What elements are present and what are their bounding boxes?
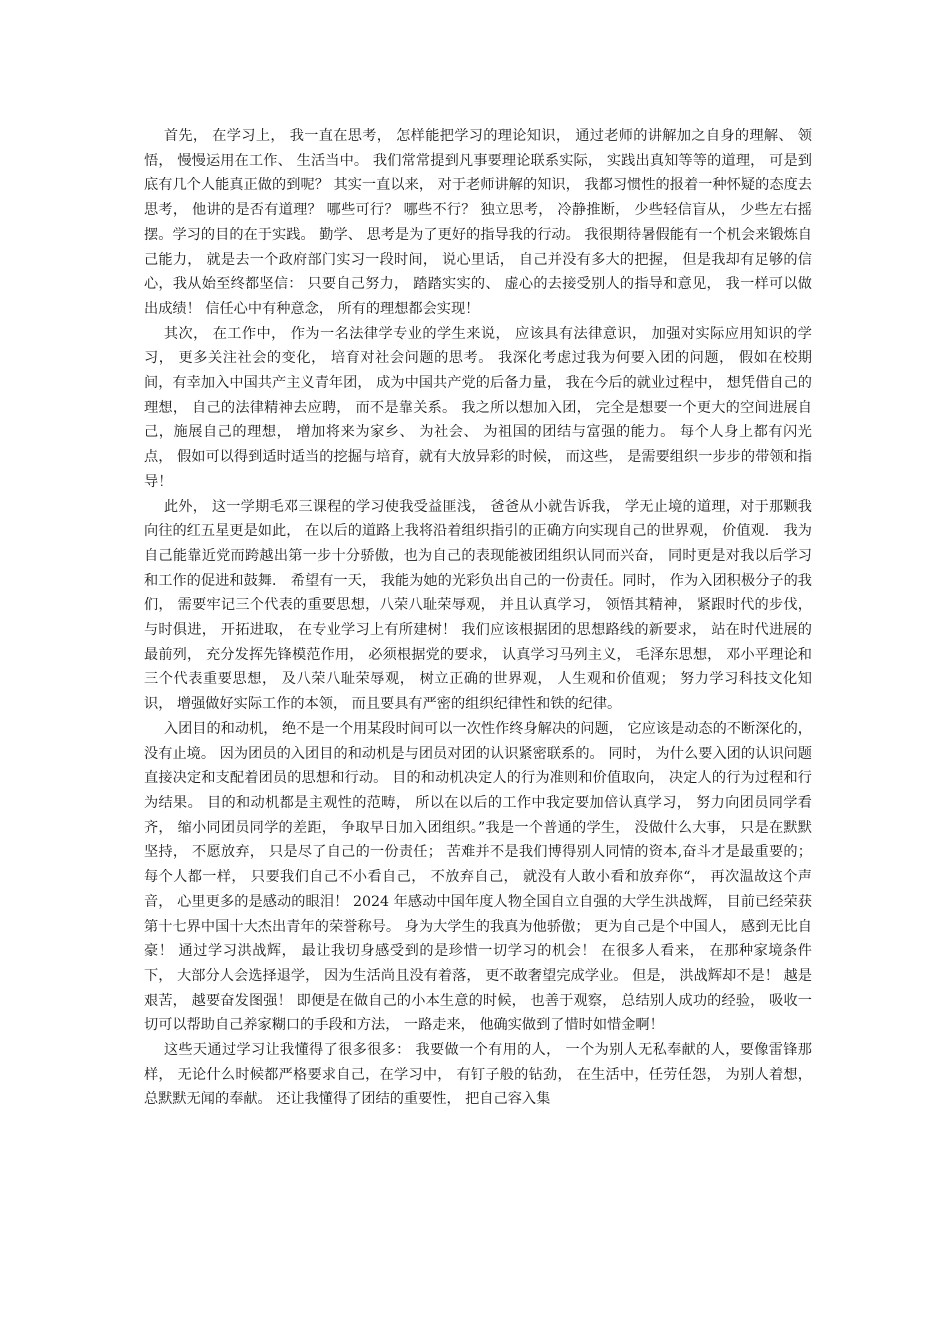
paragraph-motivation: 入团目的和动机， 绝不是一个用某段时间可以一次性作终身解决的问题， 它应该是动态的不断深化的， 没有止境。 因为团员的入团目的和动机是与团员对团的认识紧密联系的。 同时， 为什么要入团的认识问题直接决定和支配着团员的思想和行动。 目的和动机决定人的行为准则和价值取向， 决定人的行为过程和行为结果。 目的和动机都是主观性的范畴， 所以在以后的工作中我定要加倍认真学习， 努力向团员同学看齐， 缩小同团员同学的差距， 争取早日加入团组织。”我是一个普通的学生， 没做什么大事， 只是在默默坚持， 不愿放弃， 只是尽了自己的一份责任； 苦难并不是我们博得别人同情的资本,奋斗才是最重要的； 每个人都一样， 只要我们自己不小看自己， 不放弃自己， 就没有人敢小看和放弃你“， 再次温故这个声音， 心里更多的是感动的眼泪！ 2024 年感动中国年度人物全国自立自强的大学生洪战辉， 目前已经荣获第十七界中国十大杰出青年的荣誉称号。 身为大学生的我真为他骄傲； 更为自己是个中国人， 感到无比自豪！ 通过学习洪战辉， 最让我切身感受到的是珍惜一切学习的机会！ 在很多人看来， 在那种家境条件下， 大部分人会选择退学， 因为生活尚且没有着落， 更不敢奢望完成学业。 但是， 洪战辉却不是！ 越是艰苦， 越要奋发图强！ 即便是在做自己的小本生意的时候， 也善于观察， 总结别人成功的经验， 吸收一切可以帮助自己养家糊口的手段和方法， 一路走来， 他确实做到了惜时如惜金啊！ (144, 720, 812, 1034)
paragraph-lessons: 这些天通过学习让我懂得了很多很多： 我要做一个有用的人， 一个为别人无私奉献的人，要像雷锋那样， 无论什么时候都严格要求自己，在学习中， 有钉子般的钻劲， 在生活中，任劳任怨， 为别人着想， 总默默无闻的奉献。 还让我懂得了团结的重要性， 把自己容入集 (144, 1042, 812, 1108)
paragraph-study: 首先， 在学习上， 我一直在思考， 怎样能把学习的理论知识， 通过老师的讲解加之自身的理解、 领悟， 慢慢运用在工作、 生活当中。 我们常常提到凡事要理论联系实际， 实践出真知等等的道理， 可是到底有几个人能真正做的到呢？ 其实一直以来， 对于老师讲解的知识， 我都习惯性的报着一种怀疑的态度去思考， 他讲的是否有道理？ 哪些可行？ 哪些不行？ 独立思考， 冷静推断， 少些轻信盲从， 少些左右摇摆。学习的目的在于实践。 勤学、 思考是为了更好的指导我的行动。 我很期待暑假能有一个机会来锻炼自己能力， 就是去一个政府部门实习一段时间， 说心里话， 自己并没有多大的把握， 但是我却有足够的信心，我从始至终都坚信： 只要自己努力， 踏踏实实的、 虚心的去接受别人的指导和意见， 我一样可以做出成绩！ 信任心中有种意念， 所有的理想都会实现！ (144, 128, 812, 317)
document-body (144, 124, 812, 1112)
paragraph-course: 此外， 这一学期毛邓三课程的学习使我受益匪浅， 爸爸从小就告诉我， 学无止境的道理，对于那颗我向往的红五星更是如此， 在以后的道路上我将沿着组织指引的正确方向实现自己的世界观， 价值观． 我为自己能靠近党而跨越出第一步十分骄傲，也为自己的表现能被团组织认同而兴奋， 同时更是对我以后学习和工作的促进和鼓舞． 希望有一天， 我能为她的光彩负出自己的一份责任。同时， 作为入团积极分子的我们， 需要牢记三个代表的重要思想，八荣八耻荣辱观， 并且认真学习， 领悟其精神， 紧跟时代的步伐， 与时俱进， 开拓进取， 在专业学习上有所建树！ 我们应该根据团的思想路线的新要求， 站在时代进展的最前列， 充分发挥先锋模范作用， 必须根据党的要求， 认真学习马列主义， 毛泽东思想， 邓小平理论和三个代表重要思想， 及八荣八耻荣辱观， 树立正确的世界观， 人生观和价值观； 努力学习科技文化知识， 增强做好实际工作的本领， 而且要具有严密的组织纪律性和铁的纪律。 (144, 498, 812, 713)
paragraph-work: 其次， 在工作中， 作为一名法律学专业的学生来说， 应该具有法律意识， 加强对实际应用知识的学习， 更多关注社会的变化， 培育对社会问题的思考。 我深化考虑过我为何要入团的问题， 假如在校期间，有幸加入中国共产主义青年团， 成为中国共产党的后备力量， 我在今后的就业过程中， 想凭借自己的理想， 自己的法律精神去应聘， 而不是靠关系。 我之所以想加入团， 完全是想要一个更大的空间进展自己，施展自己的理想， 增加将来为家乡、 为社会、 为祖国的团结与富强的能力。 每个人身上都有闪光点， 假如可以得到适时适当的挖掘与培育，就有大放异彩的时候， 而这些， 是需要组织一步步的带领和指导！ (144, 325, 812, 490)
